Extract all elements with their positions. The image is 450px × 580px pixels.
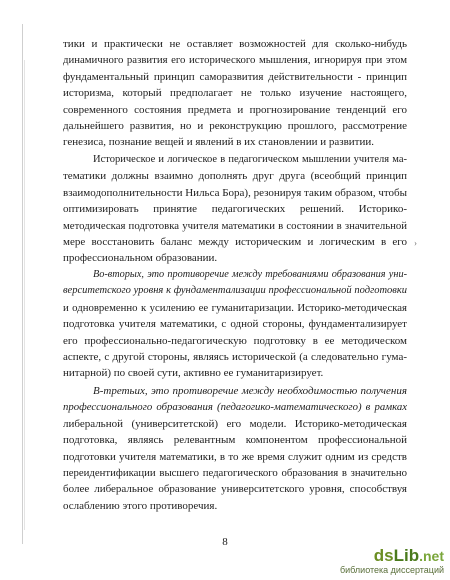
text-line: дальнейшего развития, но и реконструкцию прошлого, рассмотрение [63, 120, 407, 133]
text-line: ослаблению этого противоречия. [63, 499, 218, 512]
scan-edge-line [22, 24, 23, 544]
text-line: его профессионально-педагогическую подготовку в ее методическом [63, 334, 407, 347]
text-line: аспекте, с другой стороны, являясь исторической (а следовательно гума- [63, 351, 407, 364]
text-line: Историческое и логическое в педагогическом мышлении учителя ма- [93, 154, 407, 165]
logo-middle: Lib [393, 546, 420, 565]
page-number: 8 [222, 536, 228, 548]
text-line: подготовки учителя математики, в то же время служит одним из средств [63, 450, 407, 463]
text-line: методическая подготовка учителя математики в состоянии в значительной [63, 219, 407, 232]
margin-mark: › [414, 238, 417, 248]
paragraph-3 [63, 267, 407, 382]
text-line: подготовка, являясь релевантным компонентом профессиональной [63, 434, 407, 447]
text-line: В-третьих, это противоречие между необходимостью получения [93, 385, 407, 397]
paragraph-4 [63, 383, 407, 514]
logo-prefix: ds [373, 546, 394, 565]
text-line: профессионального образования (педагогико-математического) в рамках [63, 401, 407, 414]
paragraph-1 [63, 36, 407, 151]
text-line: подготовка учителя математики, с одной стороны, фундаментализирует [63, 318, 407, 331]
text-line: либеральной (университетской) его модели. Историко-методическая [63, 417, 407, 430]
text-line: и одновременно к усилению ее гуманитаризации. Историко-методическая [63, 301, 407, 314]
text-line: современного состояния предмета и прогнозирование тенденций его [63, 103, 407, 116]
text-line: взаимодополнительности Нильса Бора), резонируя таким образом, чтобы [63, 186, 408, 199]
text-line: верситетского уровня к фундаментализации профессиональной подготовки [63, 285, 407, 297]
logo-suffix: .net [419, 548, 444, 564]
watermark-logo [340, 547, 444, 565]
text-line: Во-вторых, это противоречие между требованиями образования уни- [93, 269, 407, 280]
text-line: переидентификации высшего педагогического образования в значительно [63, 467, 407, 480]
text-line: фундаментальный принцип саморазвития действительности - принцип [63, 70, 407, 83]
text-line: мере восстановить баланс между историческим и логическим в его [63, 236, 407, 249]
text-line: генезиса, познание вещей и явлений в их становлении и развитии. [63, 136, 374, 149]
text-line: оптимизировать принятие педагогических решений. Историко- [63, 203, 407, 216]
scan-edge-line-secondary [24, 60, 25, 530]
paragraph-2 [63, 152, 407, 267]
text-line: динамичного развития его исторического мышления, игнорируя при этом [63, 54, 407, 67]
watermark[interactable] [340, 547, 444, 576]
watermark-subtitle: библиотека диссертаций [339, 565, 444, 575]
text-line: нитарной) по своей сути, активно ее гуманитаризирует. [63, 367, 324, 380]
text-line: более либеральное образование университетского уровня, способствуя [63, 483, 407, 496]
text-line: профессиональном образовании. [63, 252, 218, 265]
text-line: историзма, который предполагает не только изучение настоящего, [63, 87, 407, 100]
text-line: тематики должны взаимно дополнять друг друга (всеобщий принцип [63, 170, 407, 183]
text-line: тики и практически не оставляет возможностей для сколько-нибудь [63, 38, 407, 50]
